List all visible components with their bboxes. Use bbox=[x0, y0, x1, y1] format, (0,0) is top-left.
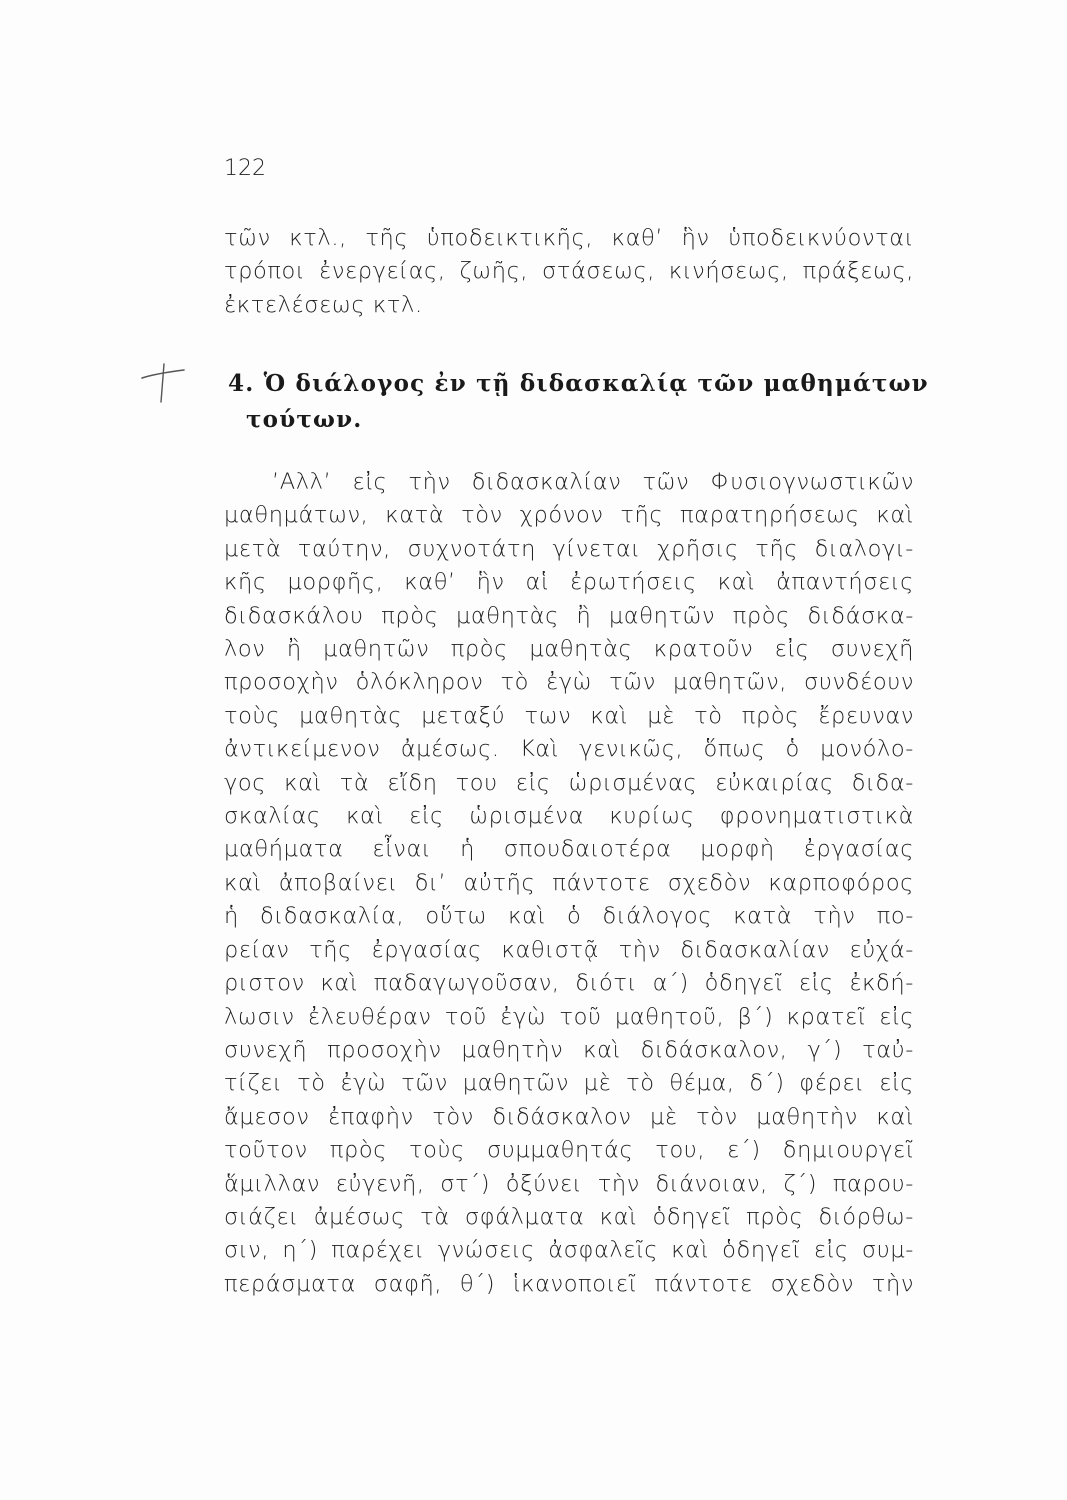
page-number: 122 bbox=[224, 156, 266, 181]
text-line: σιάζει ἀμέσως τὰ σφάλματα καὶ ὁδηγεῖ πρὸς διόρθω- bbox=[224, 1203, 914, 1230]
text-line: σκαλίας καὶ εἰς ὡρισμένα κυρίως φρονηματιστικὰ bbox=[224, 803, 914, 830]
text-line: κῆς μορφῆς, καθ’ ἣν αἱ ἐρωτήσεις καὶ ἀπαντήσεις bbox=[224, 569, 914, 596]
text-line: μαθημάτων, κατὰ τὸν χρόνον τῆς παρατηρήσεως καὶ bbox=[224, 502, 914, 529]
text-line: λον ἢ μαθητῶν πρὸς μαθητὰς κρατοῦν εἰς συνεχῆ bbox=[224, 636, 914, 663]
body-paragraph bbox=[224, 466, 914, 1301]
text-line: μετὰ ταύτην, συχνοτάτη γίνεται χρῆσις τῆς διαλογι- bbox=[224, 535, 914, 562]
text-line: ρείαν τῆς ἐργασίας καθιστᾷ τὴν διδασκαλίαν εὐχά- bbox=[224, 936, 914, 963]
text-line: τοὺς μαθητὰς μεταξύ των καὶ μὲ τὸ πρὸς ἔρευναν bbox=[224, 702, 914, 729]
text-line: γος καὶ τὰ εἴδη του εἰς ὡρισμένας εὐκαιρίας διδα- bbox=[224, 769, 914, 796]
text-line: ’Αλλ’ εἰς τὴν διδασκαλίαν τῶν Φυσιογνωστικῶν bbox=[272, 469, 914, 495]
section-number: 4. bbox=[228, 370, 255, 397]
section-heading bbox=[228, 366, 929, 438]
text-line: σιν, η΄) παρέχει γνώσεις ἀσφαλεῖς καὶ ὁδηγεῖ εἰς συμ- bbox=[224, 1237, 914, 1264]
text-line: τίζει τὸ ἐγὼ τῶν μαθητῶν μὲ τὸ θέμα, δ΄) φέρει εἰς bbox=[224, 1070, 914, 1097]
text-line: περάσματα σαφῆ, θ΄) ἱκανοποιεῖ πάντοτε σχεδὸν τὴν bbox=[224, 1270, 914, 1297]
text-line: λωσιν ἐλευθέραν τοῦ ἐγὼ τοῦ μαθητοῦ, β΄) κρατεῖ εἰς bbox=[224, 1003, 914, 1030]
section-title: Ὁ διάλογος ἐν τῇ διδασκαλίᾳ τῶν μαθημάτων bbox=[263, 370, 929, 397]
text-line: ἀντικείμενον ἀμέσως. Καὶ γενικῶς, ὅπως ὁ μονόλο- bbox=[224, 736, 914, 763]
text-line: ἄμεσον ἐπαφὴν τὸν διδάσκαλον μὲ τὸν μαθητὴν καὶ bbox=[224, 1103, 914, 1130]
text-line: διδασκάλου πρὸς μαθητὰς ἢ μαθητῶν πρὸς διδάσκα- bbox=[224, 602, 914, 629]
section-title-continuation: τούτων. bbox=[246, 406, 363, 433]
text-line: καὶ ἀποβαίνει δι’ αὐτῆς πάντοτε σχεδὸν καρποφόρος bbox=[224, 869, 914, 896]
text-line: τοῦτον πρὸς τοὺς συμμαθητάς του, ε΄) δημιουργεῖ bbox=[224, 1137, 914, 1164]
handwritten-cross-mark-icon bbox=[138, 360, 188, 404]
text-line: ριστον καὶ παδαγωγοῦσαν, διότι α΄) ὁδηγεῖ εἰς ἐκδή- bbox=[224, 970, 914, 997]
text-line: μαθήματα εἶναι ἡ σπουδαιοτέρα μορφὴ ἐργασίας bbox=[224, 836, 914, 863]
text-line: τῶν κτλ., τῆς ὑποδεικτικῆς, καθ’ ἣν ὑποδεικνύονται bbox=[224, 225, 914, 251]
text-line: ἅμιλλαν εὐγενῆ, στ΄) ὀξύνει τὴν διάνοιαν, ζ΄) παρου- bbox=[224, 1170, 914, 1197]
section-heading-line bbox=[228, 366, 929, 402]
text-line: προσοχὴν ὁλόκληρον τὸ ἐγὼ τῶν μαθητῶν, συνδέουν bbox=[224, 669, 914, 696]
text-line: τρόποι ἐνεργείας, ζωῆς, στάσεως, κινήσεως, πράξεως, bbox=[224, 258, 914, 285]
text-line: συνεχῆ προσοχὴν μαθητὴν καὶ διδάσκαλον, γ΄) ταὐ- bbox=[224, 1036, 914, 1063]
intro-paragraph bbox=[224, 222, 914, 322]
text-line: ἡ διδασκαλία, οὕτω καὶ ὁ διάλογος κατὰ τὴν πο- bbox=[224, 903, 914, 930]
text-line: ἐκτελέσεως κτλ. bbox=[224, 291, 423, 318]
